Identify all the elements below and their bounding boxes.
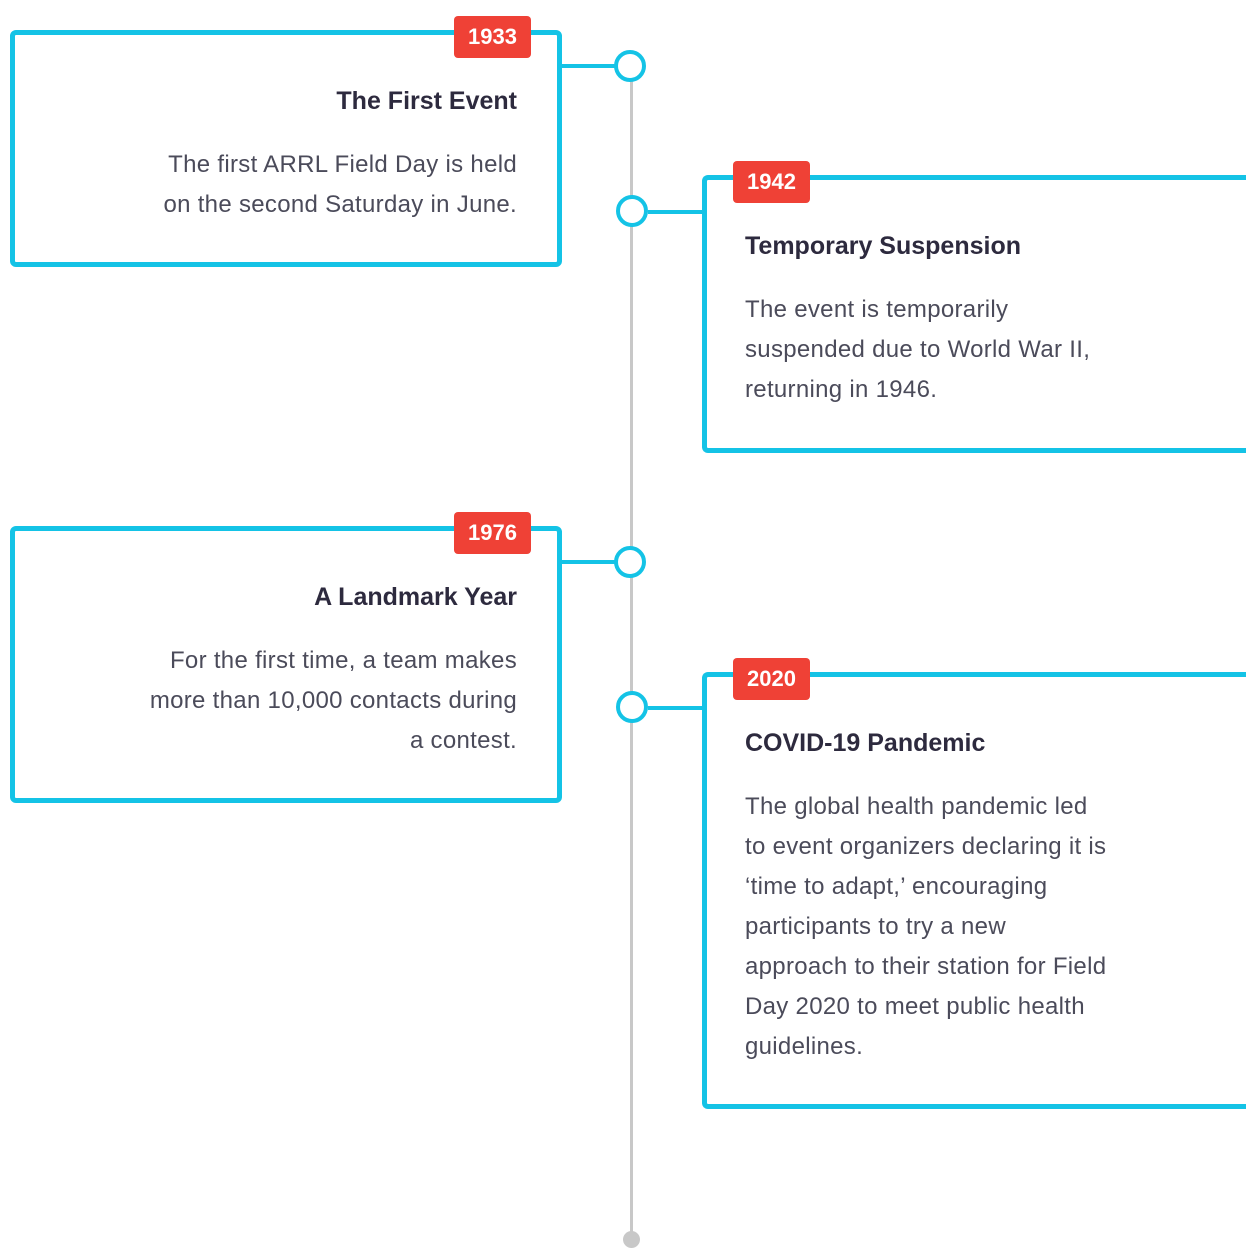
year-badge: 2020	[733, 658, 810, 700]
event-description	[163, 145, 517, 225]
year-badge: 1976	[454, 512, 531, 554]
timeline-node-1976	[614, 546, 646, 578]
description-line: guidelines.	[745, 1033, 864, 1060]
year-badge: 1933	[454, 16, 531, 58]
description-line: ‘time to adapt,’ encouraging	[745, 873, 1048, 900]
connector-1933	[560, 64, 616, 68]
description-line: to event organizers declaring it is	[745, 833, 1107, 860]
description-line: returning in 1946.	[745, 376, 938, 403]
description-line: For the first time, a team makes	[169, 647, 517, 674]
description-line: a contest.	[409, 727, 517, 754]
timeline-node-1942	[616, 195, 648, 227]
description-line: The global health pandemic led	[745, 793, 1088, 820]
event-description	[745, 787, 1106, 1067]
event-description	[745, 290, 1090, 410]
event-card-1942	[702, 169, 1246, 453]
description-line: participants to try a new	[745, 913, 1006, 940]
timeline-line	[630, 66, 633, 1238]
description-line: The event is temporarily	[745, 296, 1009, 323]
timeline-node-2020	[616, 691, 648, 723]
event-card-1933	[10, 24, 562, 267]
description-line: more than 10,000 contacts during	[149, 687, 517, 714]
description-line: Day 2020 to meet public health	[745, 993, 1085, 1020]
timeline-node-1933	[614, 50, 646, 82]
year-badge: 1942	[733, 161, 810, 203]
event-title: The First Event	[336, 87, 517, 115]
event-title: A Landmark Year	[314, 583, 517, 611]
connector-1976	[560, 560, 616, 564]
event-description	[150, 641, 517, 761]
description-line: suspended due to World War II,	[745, 336, 1091, 363]
connector-1942	[648, 210, 706, 214]
event-card-1976	[10, 520, 562, 803]
description-line: approach to their station for Field	[745, 953, 1107, 980]
event-title: Temporary Suspension	[745, 232, 1021, 260]
timeline-end-dot	[623, 1231, 640, 1248]
connector-2020	[648, 706, 706, 710]
description-line: The first ARRL Field Day is held	[168, 151, 517, 178]
event-title: COVID-19 Pandemic	[745, 729, 986, 757]
event-card-2020	[702, 666, 1246, 1109]
description-line: on the second Saturday in June.	[163, 191, 517, 218]
